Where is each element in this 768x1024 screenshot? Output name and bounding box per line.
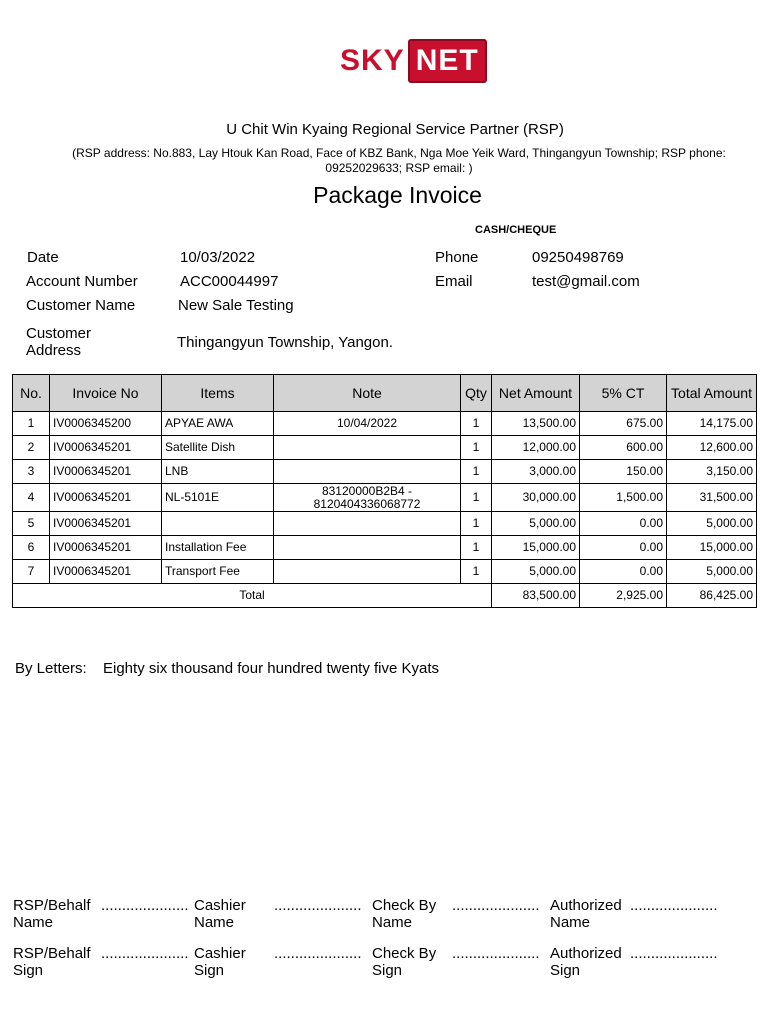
- cell-no: 1: [13, 412, 50, 436]
- logo-net-text: NET: [408, 39, 487, 83]
- cell-total-amount: 5,000.00: [667, 560, 757, 584]
- cell-no: 7: [13, 560, 50, 584]
- cell-item: LNB: [162, 460, 274, 484]
- table-row: [13, 484, 757, 512]
- cell-note: 10/04/2022: [274, 412, 461, 436]
- cell-ct: 675.00: [580, 412, 667, 436]
- cashier-name-line: .....................: [274, 897, 362, 914]
- cell-item: Transport Fee: [162, 560, 274, 584]
- cell-item: Satellite Dish: [162, 436, 274, 460]
- column-header: Qty: [461, 375, 492, 412]
- invoice-items-table: [12, 374, 757, 608]
- by-letters-value: Eighty six thousand four hundred twenty five Kyats: [103, 660, 440, 677]
- total-ct: 2,925.00: [580, 584, 667, 608]
- cell-note: 83120000B2B4 - 8120404336068772: [274, 484, 461, 512]
- column-header: No.: [13, 375, 50, 412]
- cell-item: Installation Fee: [162, 536, 274, 560]
- customer-name-value: New Sale Testing: [178, 297, 294, 314]
- table-row: [13, 436, 757, 460]
- cell-item: [162, 512, 274, 536]
- cell-note: [274, 560, 461, 584]
- cell-ct: 0.00: [580, 512, 667, 536]
- customer-name-label: Customer Name: [26, 297, 136, 314]
- rsp-behalf-sign-label: RSP/Behalf Sign: [13, 945, 91, 979]
- date-value: 10/03/2022: [180, 249, 256, 266]
- rsp-behalf-name-label: RSP/Behalf Name: [13, 897, 91, 931]
- rsp-address: (RSP address: No.883, Lay Htouk Kan Road, Face of KBZ Bank, Nga Moe Yeik Ward, Thingangyun Township; RSP phone: 09252029633; RSP email: ): [72, 146, 726, 175]
- cell-qty: 1: [461, 560, 492, 584]
- cell-total-amount: 3,150.00: [667, 460, 757, 484]
- table-row: [13, 536, 757, 560]
- column-header: Invoice No: [50, 375, 162, 412]
- cell-invoice-no: IV0006345201: [50, 512, 162, 536]
- column-header: Net Amount: [492, 375, 580, 412]
- column-header: Total Amount: [667, 375, 757, 412]
- cell-ct: 150.00: [580, 460, 667, 484]
- skynet-logo: [340, 40, 487, 82]
- cell-no: 3: [13, 460, 50, 484]
- cell-ct: 0.00: [580, 560, 667, 584]
- total-label: Total: [13, 584, 492, 608]
- cashier-sign-label: Cashier Sign: [194, 945, 246, 979]
- check-by-name-label: Check By Name: [372, 897, 437, 931]
- cell-total-amount: 15,000.00: [667, 536, 757, 560]
- cell-total-amount: 31,500.00: [667, 484, 757, 512]
- page-title: Package Invoice: [313, 182, 482, 208]
- table-row: [13, 412, 757, 436]
- email-label: Email: [435, 273, 473, 290]
- cell-ct: 600.00: [580, 436, 667, 460]
- check-by-name-line: .....................: [452, 897, 540, 914]
- cell-net-amount: 5,000.00: [492, 560, 580, 584]
- total-row: [13, 584, 757, 608]
- table-row: [13, 460, 757, 484]
- rsp-name: U Chit Win Kyaing Regional Service Partner (RSP): [226, 121, 564, 138]
- cell-net-amount: 5,000.00: [492, 512, 580, 536]
- cell-total-amount: 5,000.00: [667, 512, 757, 536]
- cell-qty: 1: [461, 460, 492, 484]
- customer-address-value: Thingangyun Township, Yangon.: [177, 334, 393, 351]
- by-letters-label: By Letters:: [15, 660, 87, 677]
- customer-address-label: Customer Address: [26, 325, 92, 359]
- account-number-label: Account Number: [26, 273, 138, 290]
- table-row: [13, 560, 757, 584]
- cell-ct: 1,500.00: [580, 484, 667, 512]
- cell-net-amount: 12,000.00: [492, 436, 580, 460]
- cell-note: [274, 512, 461, 536]
- phone-value: 09250498769: [532, 249, 624, 266]
- account-number-value: ACC00044997: [180, 273, 279, 290]
- cell-note: [274, 436, 461, 460]
- table-header-row: [13, 375, 757, 412]
- cell-no: 2: [13, 436, 50, 460]
- cell-item: NL-5101E: [162, 484, 274, 512]
- cell-qty: 1: [461, 512, 492, 536]
- cell-no: 6: [13, 536, 50, 560]
- cell-note: [274, 536, 461, 560]
- cell-qty: 1: [461, 412, 492, 436]
- cell-invoice-no: IV0006345201: [50, 484, 162, 512]
- date-label: Date: [27, 249, 59, 266]
- authorized-sign-label: Authorized Sign: [550, 945, 622, 979]
- email-value: test@gmail.com: [532, 273, 640, 290]
- cell-invoice-no: IV0006345200: [50, 412, 162, 436]
- cell-net-amount: 15,000.00: [492, 536, 580, 560]
- cell-total-amount: 12,600.00: [667, 436, 757, 460]
- column-header: Items: [162, 375, 274, 412]
- rsp-behalf-name-line: .....................: [101, 897, 189, 914]
- check-by-sign-line: .....................: [452, 945, 540, 962]
- cell-net-amount: 3,000.00: [492, 460, 580, 484]
- phone-label: Phone: [435, 249, 479, 266]
- cell-no: 5: [13, 512, 50, 536]
- cell-qty: 1: [461, 484, 492, 512]
- logo-sky-text: SKY: [340, 44, 405, 77]
- authorized-name-line: .....................: [630, 897, 718, 914]
- authorized-sign-line: .....................: [630, 945, 718, 962]
- rsp-behalf-sign-line: .....................: [101, 945, 189, 962]
- column-header: 5% CT: [580, 375, 667, 412]
- cell-ct: 0.00: [580, 536, 667, 560]
- table-row: [13, 512, 757, 536]
- cell-qty: 1: [461, 536, 492, 560]
- cell-net-amount: 30,000.00: [492, 484, 580, 512]
- cell-note: [274, 460, 461, 484]
- cell-qty: 1: [461, 436, 492, 460]
- cell-invoice-no: IV0006345201: [50, 536, 162, 560]
- check-by-sign-label: Check By Sign: [372, 945, 437, 979]
- total-amount: 86,425.00: [667, 584, 757, 608]
- cell-item: APYAE AWA: [162, 412, 274, 436]
- cell-net-amount: 13,500.00: [492, 412, 580, 436]
- cell-no: 4: [13, 484, 50, 512]
- total-net-amount: 83,500.00: [492, 584, 580, 608]
- payment-type: CASH/CHEQUE: [475, 224, 557, 236]
- cashier-sign-line: .....................: [274, 945, 362, 962]
- cell-invoice-no: IV0006345201: [50, 436, 162, 460]
- column-header: Note: [274, 375, 461, 412]
- authorized-name-label: Authorized Name: [550, 897, 622, 931]
- cashier-name-label: Cashier Name: [194, 897, 246, 931]
- cell-invoice-no: IV0006345201: [50, 560, 162, 584]
- cell-invoice-no: IV0006345201: [50, 460, 162, 484]
- cell-total-amount: 14,175.00: [667, 412, 757, 436]
